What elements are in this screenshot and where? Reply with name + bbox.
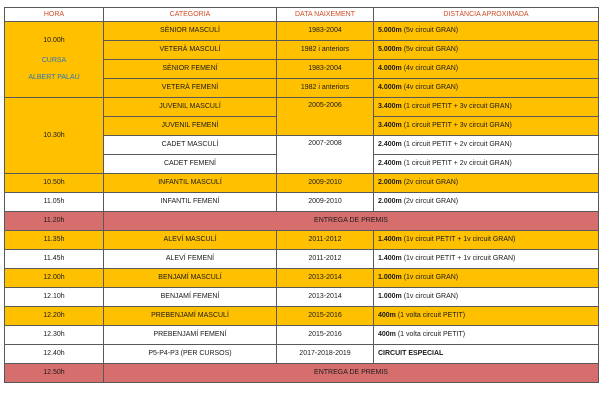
categoria-cell: JUVENIL MASCULÍ <box>104 98 277 117</box>
data-cell: 2009-2010 <box>277 193 374 212</box>
distancia-cell <box>374 307 599 326</box>
dist-value: 2.400m <box>378 141 402 149</box>
dist-value: 4.000m <box>378 84 402 92</box>
cursa-label: CURSA <box>41 56 67 64</box>
dist-value: 400m <box>378 331 396 339</box>
data-cell: 1983-2004 <box>277 22 374 41</box>
dist-detail: (5v circuit GRAN) <box>401 46 459 54</box>
awards-label: ENTREGA DE PREMIS <box>104 212 599 231</box>
distancia-cell <box>374 22 599 41</box>
table-row <box>5 231 599 250</box>
hora-cell: 11.05h <box>5 193 104 212</box>
categoria-cell: ALEVÍ MASCULÍ <box>104 231 277 250</box>
dist-detail: (1 volta circuit PETIT) <box>395 331 466 339</box>
categoria-cell: INFANTIL FEMENÍ <box>104 193 277 212</box>
dist-value: 2.400m <box>378 160 402 168</box>
hora-cell: 12.10h <box>5 288 104 307</box>
data-cell: 1983-2004 <box>277 60 374 79</box>
cursa-name: ALBERT PALAU <box>28 74 80 82</box>
categoria-cell: JUVENIL FEMENÍ <box>104 117 277 136</box>
data-cell: 2009-2010 <box>277 174 374 193</box>
distancia-cell <box>374 345 599 364</box>
dist-detail: (5v circuit GRAN) <box>401 27 459 35</box>
dist-value: 3.400m <box>378 122 402 130</box>
hora-cell: 12.20h <box>5 307 104 326</box>
distancia-cell <box>374 193 599 212</box>
awards-label: ENTREGA DE PREMIS <box>104 364 599 383</box>
dist-detail: (2v circuit GRAN) <box>401 198 459 206</box>
header-distancia: DISTÀNCIA APROXIMADA <box>374 8 599 22</box>
hora-cell: 12.30h <box>5 326 104 345</box>
distancia-cell <box>374 41 599 60</box>
awards-row <box>5 212 599 231</box>
dist-detail: (1v circuit GRAN) <box>401 293 459 301</box>
hora-cell: 10.50h <box>5 174 104 193</box>
data-cell: 2011-2012 <box>277 250 374 269</box>
distancia-cell <box>374 288 599 307</box>
dist-detail: (1 circuit PETIT + 2v circuit GRAN) <box>401 160 512 168</box>
data-cell: 2005-2006 <box>277 98 374 136</box>
categoria-cell: PREBENJAMÍ MASCULÍ <box>104 307 277 326</box>
dist-value: 1.400m <box>378 255 402 263</box>
dist-detail: (1 circuit PETIT + 2v circuit GRAN) <box>401 141 512 149</box>
dist-detail: (1 circuit PETIT + 3v circuit GRAN) <box>401 122 512 130</box>
categoria-cell: SÈNIOR MASCULÍ <box>104 22 277 41</box>
header-data: DATA NAIXEMENT <box>277 8 374 22</box>
categoria-cell: VETERÀ MASCULÍ <box>104 41 277 60</box>
header-categoria: CATEGORIA <box>104 8 277 22</box>
categoria-cell: PREBENJAMÍ FEMENÍ <box>104 326 277 345</box>
table-row <box>5 193 599 212</box>
categoria-cell: CADET MASCULÍ <box>104 136 277 155</box>
hora-cell: 12.00h <box>5 269 104 288</box>
table-row <box>5 307 599 326</box>
data-cell: 2013-2014 <box>277 288 374 307</box>
categoria-cell: INFANTIL MASCULÍ <box>104 174 277 193</box>
categoria-cell: VETERÀ FEMENÍ <box>104 79 277 98</box>
data-cell: 2017-2018-2019 <box>277 345 374 364</box>
table-row <box>5 326 599 345</box>
header-row <box>5 8 599 22</box>
header-hora: HORA <box>5 8 104 22</box>
hora-cell: 11.45h <box>5 250 104 269</box>
distancia-cell <box>374 155 599 174</box>
dist-value: 5.000m <box>378 46 402 54</box>
hora-time: 10.00h <box>43 36 65 44</box>
dist-detail: (1v circuit PETIT + 1v circuit GRAN) <box>401 255 516 263</box>
dist-value: 1.000m <box>378 293 402 301</box>
table-row <box>5 250 599 269</box>
dist-detail: (4v circuit GRAN) <box>401 65 459 73</box>
hora-cell: 11.20h <box>5 212 104 231</box>
categoria-cell: CADET FEMENÍ <box>104 155 277 174</box>
dist-value: 1.000m <box>378 274 402 282</box>
data-cell: 1982 i anteriors <box>277 79 374 98</box>
distancia-cell <box>374 60 599 79</box>
categoria-cell: SÈNIOR FEMENÍ <box>104 60 277 79</box>
dist-value: 4.000m <box>378 65 402 73</box>
dist-value: 1.400m <box>378 236 402 244</box>
data-cell: 2015-2016 <box>277 307 374 326</box>
table-row <box>5 22 599 41</box>
hora-cell: 11.35h <box>5 231 104 250</box>
dist-value: 2.000m <box>378 198 402 206</box>
hora-cell-1030 <box>5 98 104 174</box>
dist-detail: (1v circuit GRAN) <box>401 274 459 282</box>
dist-detail: (4v circuit GRAN) <box>401 84 459 92</box>
dist-detail: (1v circuit PETIT + 1v circuit GRAN) <box>401 236 516 244</box>
dist-detail: (2v circuit GRAN) <box>401 179 459 187</box>
categoria-cell: BENJAMÍ MASCULÍ <box>104 269 277 288</box>
distancia-cell <box>374 98 599 117</box>
categoria-cell: BENJAMÍ FEMENÍ <box>104 288 277 307</box>
distancia-cell <box>374 174 599 193</box>
hora-cell-1000 <box>5 22 104 98</box>
distancia-cell <box>374 231 599 250</box>
dist-value: 2.000m <box>378 179 402 187</box>
awards-row <box>5 364 599 383</box>
table-row <box>5 98 599 117</box>
categoria-cell: P5-P4-P3 (PER CURSOS) <box>104 345 277 364</box>
data-cell: 1982 i anteriors <box>277 41 374 60</box>
table-row <box>5 174 599 193</box>
hora-cell: 12.50h <box>5 364 104 383</box>
data-cell: 2015-2016 <box>277 326 374 345</box>
dist-detail: (1 volta circuit PETIT) <box>395 312 466 320</box>
distancia-cell <box>374 117 599 136</box>
distancia-cell <box>374 326 599 345</box>
data-cell: 2007-2008 <box>277 136 374 174</box>
hora-cell: 12.40h <box>5 345 104 364</box>
hora-time: 10.30h <box>43 131 65 139</box>
categoria-cell: ALEVÍ FEMENÍ <box>104 250 277 269</box>
data-cell: 2011-2012 <box>277 231 374 250</box>
table-row <box>5 269 599 288</box>
distancia-cell <box>374 136 599 155</box>
dist-value: 400m <box>378 312 396 320</box>
distancia-cell <box>374 250 599 269</box>
dist-value: CIRCUIT ESPECIAL <box>378 350 444 358</box>
dist-value: 3.400m <box>378 103 402 111</box>
table-row <box>5 345 599 364</box>
table-row <box>5 288 599 307</box>
race-schedule-table <box>4 7 599 383</box>
distancia-cell <box>374 269 599 288</box>
distancia-cell <box>374 79 599 98</box>
data-cell: 2013-2014 <box>277 269 374 288</box>
dist-value: 5.000m <box>378 27 402 35</box>
dist-detail: (1 circuit PETIT + 3v circuit GRAN) <box>401 103 512 111</box>
